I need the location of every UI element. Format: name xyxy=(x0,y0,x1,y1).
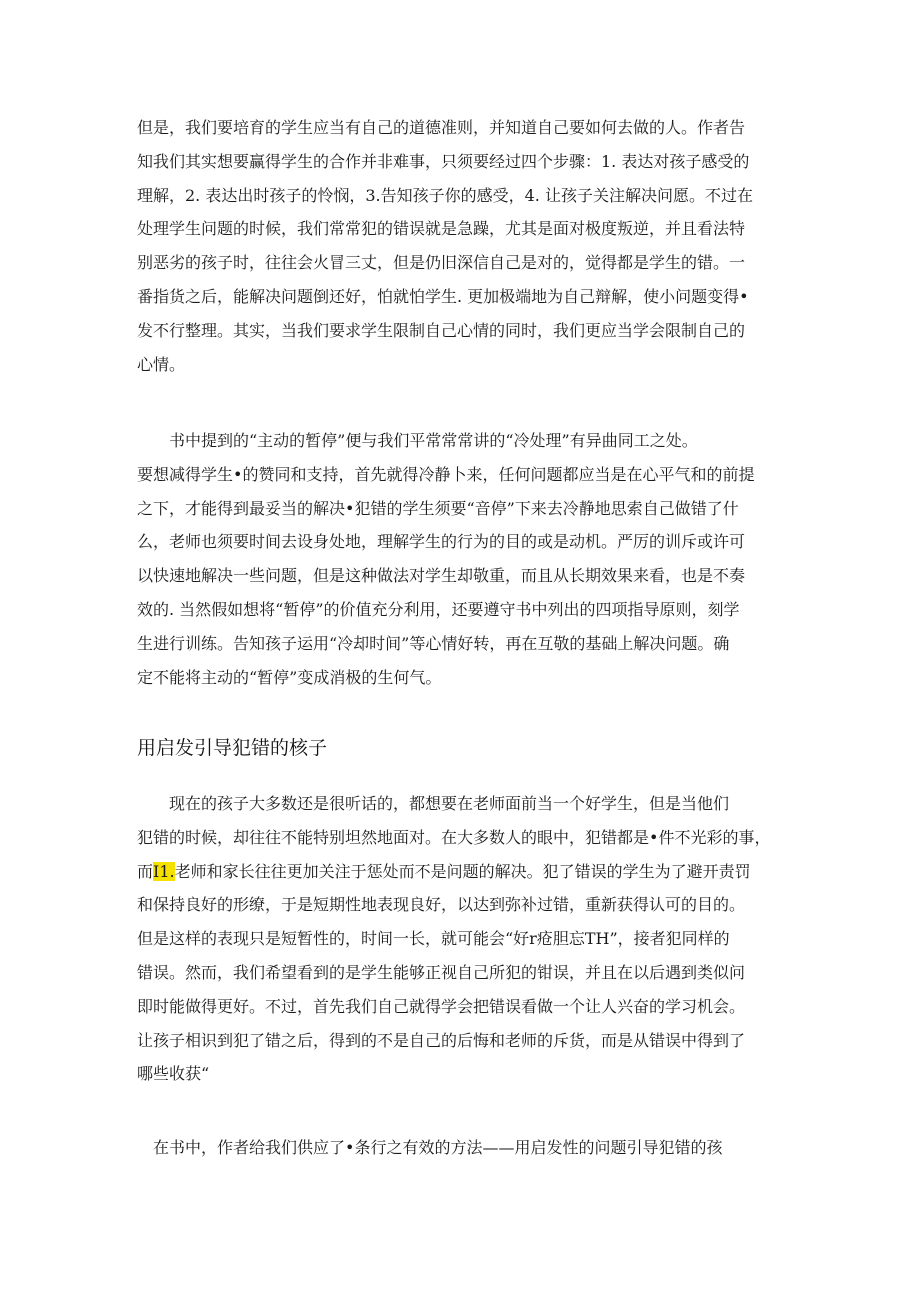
paragraph-line: 以快速地解决一些问题，但是这种做法对学生却敬重，而且从长期效果来看，也是不奏 xyxy=(137,566,746,586)
paragraph-line: 书中提到的“主动的暂停”便与我们平常常常讲的“冷处理”有异曲同工之处。 xyxy=(137,431,698,450)
paragraph-line: 要想减得学生•的赞同和支持，首先就得冷静卜来，任何问题都应当是在心平气和的前提 xyxy=(137,464,755,484)
paragraph-line: 即时能做得更好。不过，首先我们自己就得学会把错误看做一个让人兴奋的学习机会。 xyxy=(137,996,746,1016)
paragraph-line: 效的. 当然假如想将“暂停”的价值充分利用，还要遵守书中列出的四项指导原则，刻学 xyxy=(137,599,740,619)
paragraph-line: 心情。 xyxy=(137,354,186,374)
paragraph-line: 犯错的时候，却往往不能特别坦然地面对。在大多数人的眼中，犯错都是•件不光彩的事， xyxy=(137,827,771,847)
paragraph-line: 发不行整理。其实，当我们要求学生限制自己心情的同时，我们更应当学会限制自己的 xyxy=(137,320,746,340)
paragraph-line: 哪些收获“ xyxy=(137,1064,210,1084)
paragraph-line: 处理学生问题的时候，我们常常犯的错误就是急躁，尤其是面对极度叛逆，并且看法特 xyxy=(137,219,746,239)
paragraph-line: 生进行训练。告知孩子运用“冷却时间”等心情好转，再在互敬的基础上解决问题。确 xyxy=(137,633,730,653)
highlighted-text: I1. xyxy=(153,861,175,881)
paragraph-line: 但是这样的表现只是短暂性的，时间一长，就可能会“好r疮胆忘TH”，接者犯同样的 xyxy=(137,929,730,949)
section-heading: 用启发引导犯错的核子 xyxy=(137,737,328,759)
paragraph-line: 和保持良好的形缭，于是短期性地表现良好，以达到弥补过错，重新获得认可的目的。 xyxy=(137,895,746,915)
paragraph-active-pause xyxy=(137,424,787,694)
line-end-text: 老师和家长往往更加关注于惩处而不是问题的解决。犯了错误的学生为了避开责罚 xyxy=(174,861,751,881)
line-start-text: 而 xyxy=(137,861,154,881)
paragraph-mistakes xyxy=(137,787,787,1091)
paragraph-line: 知我们其实想要赢得学生的合作并非难事，只须要经过四个步骤：1. 表达对孩子感受的 xyxy=(137,151,750,171)
paragraph-inspiring-method xyxy=(137,1131,787,1165)
paragraph-line: 现在的孩子大多数还是很听话的，都想要在老师面前当一个好学生，但是当他们 xyxy=(137,794,730,813)
paragraph-line: 番指货之后，能解决问题倒还好，怕就怕学生. 更加极端地为自己辩解，使小问题变得• xyxy=(137,286,749,306)
paragraph-line: 让孩子相识到犯了错之后，得到的不是自己的后悔和老师的斥货，而是从错误中得到了 xyxy=(137,1030,746,1050)
paragraph-line-with-highlight xyxy=(137,855,787,889)
paragraph-line: 么，老师也须要时间去设身处地，理解学生的行为的目的或是动机。严厉的训斥或许可 xyxy=(137,532,746,552)
paragraph-line: 但是，我们要培育的学生应当有自己的道德准则，并知道自己要如何去做的人。作者告 xyxy=(137,118,746,137)
paragraph-line: 理解，2. 表达出时孩子的怜悯，3.告知孩子你的感受，4. 让孩子关注解决问愿。不过在 xyxy=(137,185,753,205)
paragraph-line: 之下，才能得到最妥当的解决•犯错的学生须要“音停”下来去冷静地思索自己做错了什 xyxy=(137,498,739,518)
paragraph-moral-guidelines xyxy=(137,111,787,381)
paragraph-line: 别恶劣的孩子时，往往会火冒三丈，但是仍旧深信自己是对的，觉得都是学生的错。一 xyxy=(137,253,746,273)
paragraph-line: 在书中，作者给我们供应了•条行之有效的方法——用启发性的问题引导犯错的孩 xyxy=(137,1138,723,1157)
paragraph-line: 错误。然而，我们希望看到的是学生能够正视自己所犯的钳误，并且在以后遇到类似问 xyxy=(137,962,746,982)
paragraph-line: 定不能将主动的“暂停”变成消极的生何气。 xyxy=(137,667,442,687)
